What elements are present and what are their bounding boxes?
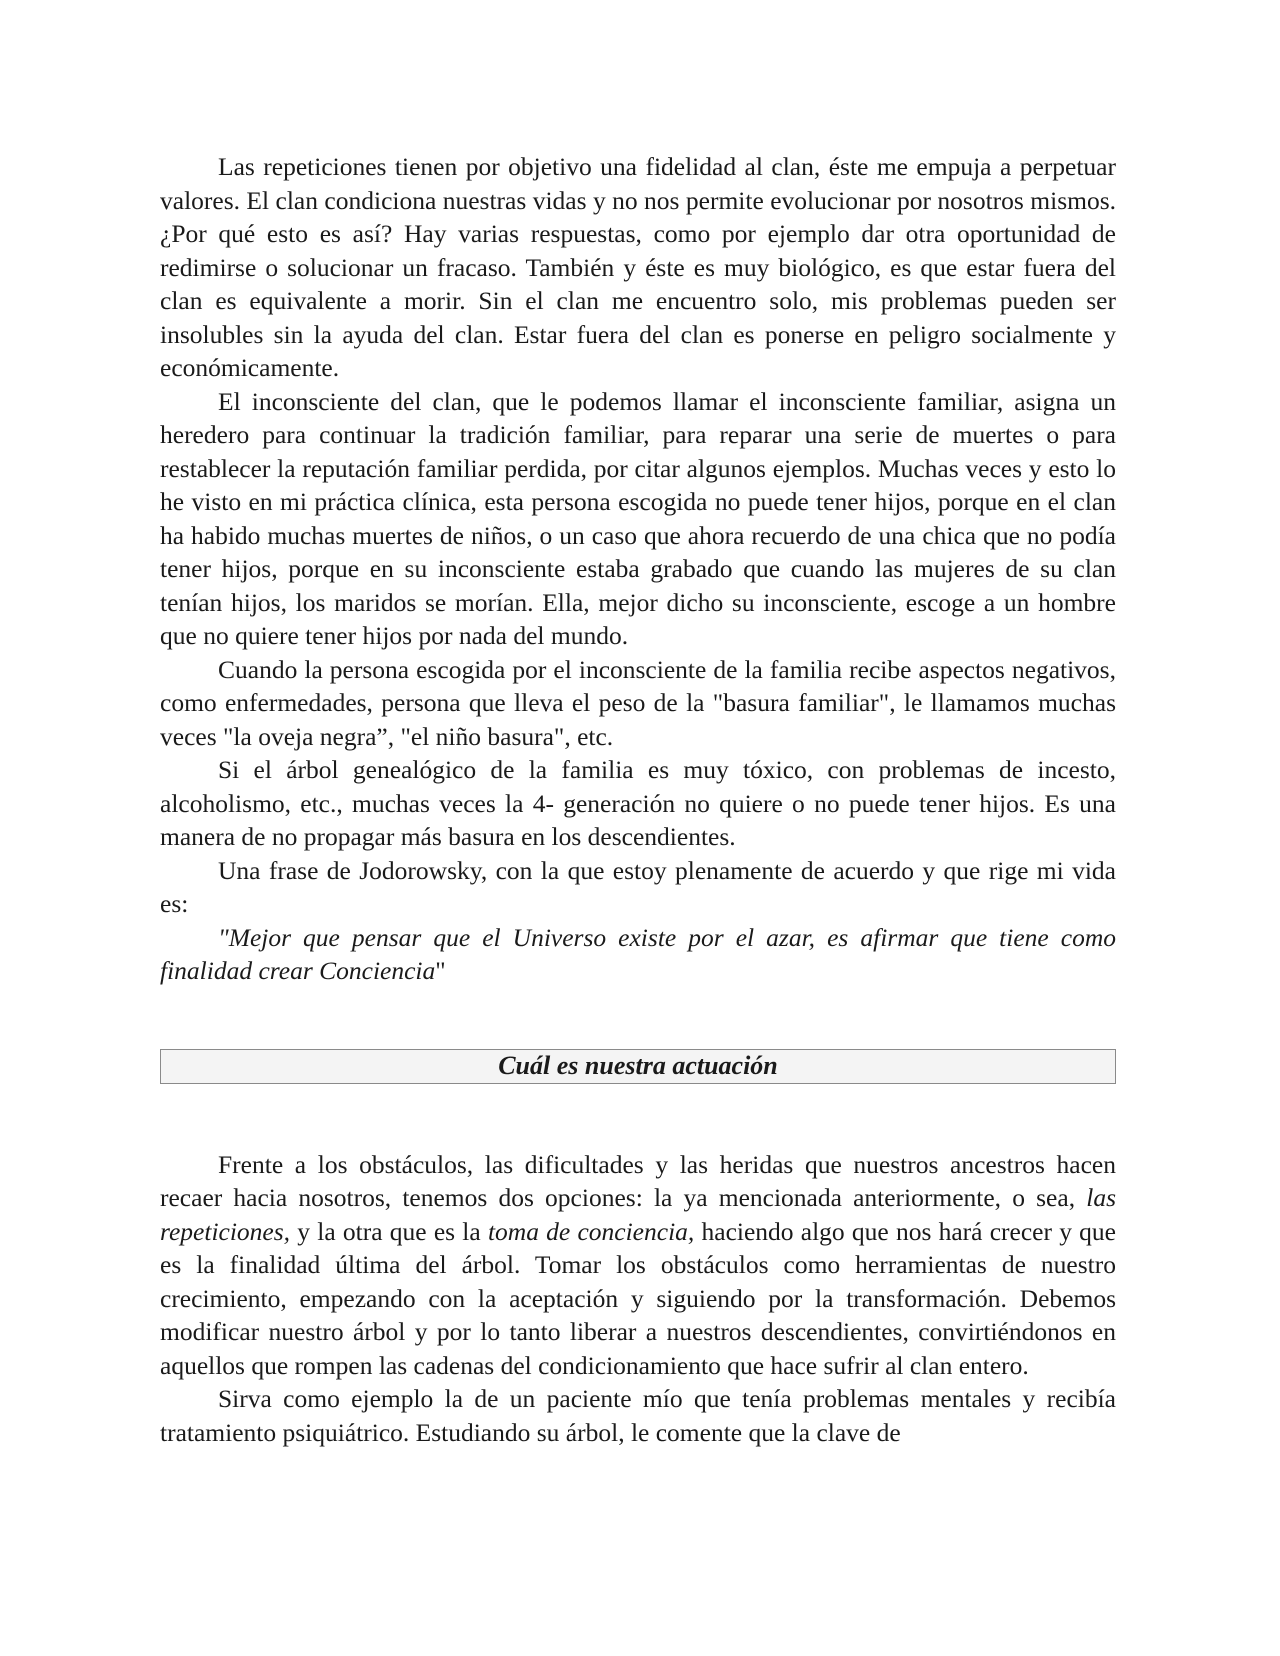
paragraph-dos-opciones: [160, 1148, 1116, 1383]
paragraph-repeticiones: Las repeticiones tienen por objetivo una fidelidad al clan, éste me empuja a perpetuar valores. El clan condiciona nuestras vidas y no nos permite evolucionar por nosotros mismos. ¿Por qué esto es así? Hay varias respuestas, como por ejemplo dar otra oportunidad de redimirse o solucionar un fracaso. También y éste es muy biológico, es que estar fuera del clan es equivalente a morir. Sin el clan me encuentro solo, mis problemas pueden ser insolubles sin la ayuda del clan. Estar fuera del clan es ponerse en peligro socialmente y económicamente.: [160, 152, 1116, 382]
document-page: [160, 150, 1116, 1449]
paragraph-persona-escogida: Cuando la persona escogida por el inconsciente de la familia recibe aspectos negativos, como enfermedades, persona que lleva el peso de la "basura familiar", le llamamos muchas veces "la oveja negra”, "el niño basura", etc.: [160, 654, 1116, 751]
paragraph-inconsciente-clan: El inconsciente del clan, que le podemos llamar el inconsciente familiar, asigna un heredero para continuar la tradición familiar, para reparar una serie de muertes o para restablecer la reputación familiar perdida, por citar algunos ejemplos. Muchas veces y esto lo he visto en mi práctica clínica, esta persona escogida no puede tener hijos, porque en el clan ha habido muchas muertes de niños, o un caso que ahora recuerdo de una chica que no podía tener hijos, porque en su inconsciente estaba grabado que cuando las mujeres de su clan tenían hijos, los maridos se morían. Ella, mejor dicho su inconsciente, escoge a un hombre que no quiere tener hijos por nada del mundo.: [160, 386, 1116, 650]
paragraph-options-part3: haciendo algo que nos hará crecer y que es la finalidad última del árbol. Tomar los obstáculos como herramientas de nuestro crecimiento, empezando con la aceptación y siguiendo por la transformación. Debemos modificar nuestro árbol y por lo tanto liberar a nuestros descendientes, convirtiéndonos en aquellos que rompen las cadenas del condicionamiento que hace sufrir al clan entero.: [160, 1216, 1116, 1380]
paragraph-options-part1: Frente a los obstáculos, las dificultades y las heridas que nuestros ancestros hacen recaer hacia nosotros, tenemos dos opciones: la ya mencionada anteriormente, o sea,: [160, 1149, 1116, 1212]
emphasis-repeticiones: las repeticiones,: [160, 1183, 1116, 1246]
quote-closing: ": [435, 956, 446, 985]
paragraph-options-part2: y la otra que es la: [290, 1216, 488, 1246]
quote-text: "Mejor que pensar que el Universo existe por el azar, es afirmar que tiene como finalidad crear Conciencia: [160, 922, 1116, 985]
section-heading: Cuál es nuestra actuación: [498, 1051, 778, 1080]
section-heading-box: [160, 1049, 1116, 1084]
quote-paragraph: [160, 921, 1116, 988]
paragraph-arbol-toxico: Si el árbol genealógico de la familia es muy tóxico, con problemas de incesto, alcoholismo, etc., muchas veces la 4- generación no quiere o no puede tener hijos. Es una manera de no propagar más basura en los descendientes.: [160, 755, 1116, 851]
paragraph-frase-jodorowsky: Una frase de Jodorowsky, con la que estoy plenamente de acuerdo y que rige mi vida es:: [160, 855, 1116, 918]
paragraph-ejemplo-paciente: Sirva como ejemplo la de un paciente mío que tenía problemas mentales y recibía tratamiento psiquiátrico. Estudiando su árbol, le comente que la clave de: [160, 1384, 1116, 1447]
emphasis-toma-conciencia: toma de conciencia,: [487, 1216, 695, 1246]
